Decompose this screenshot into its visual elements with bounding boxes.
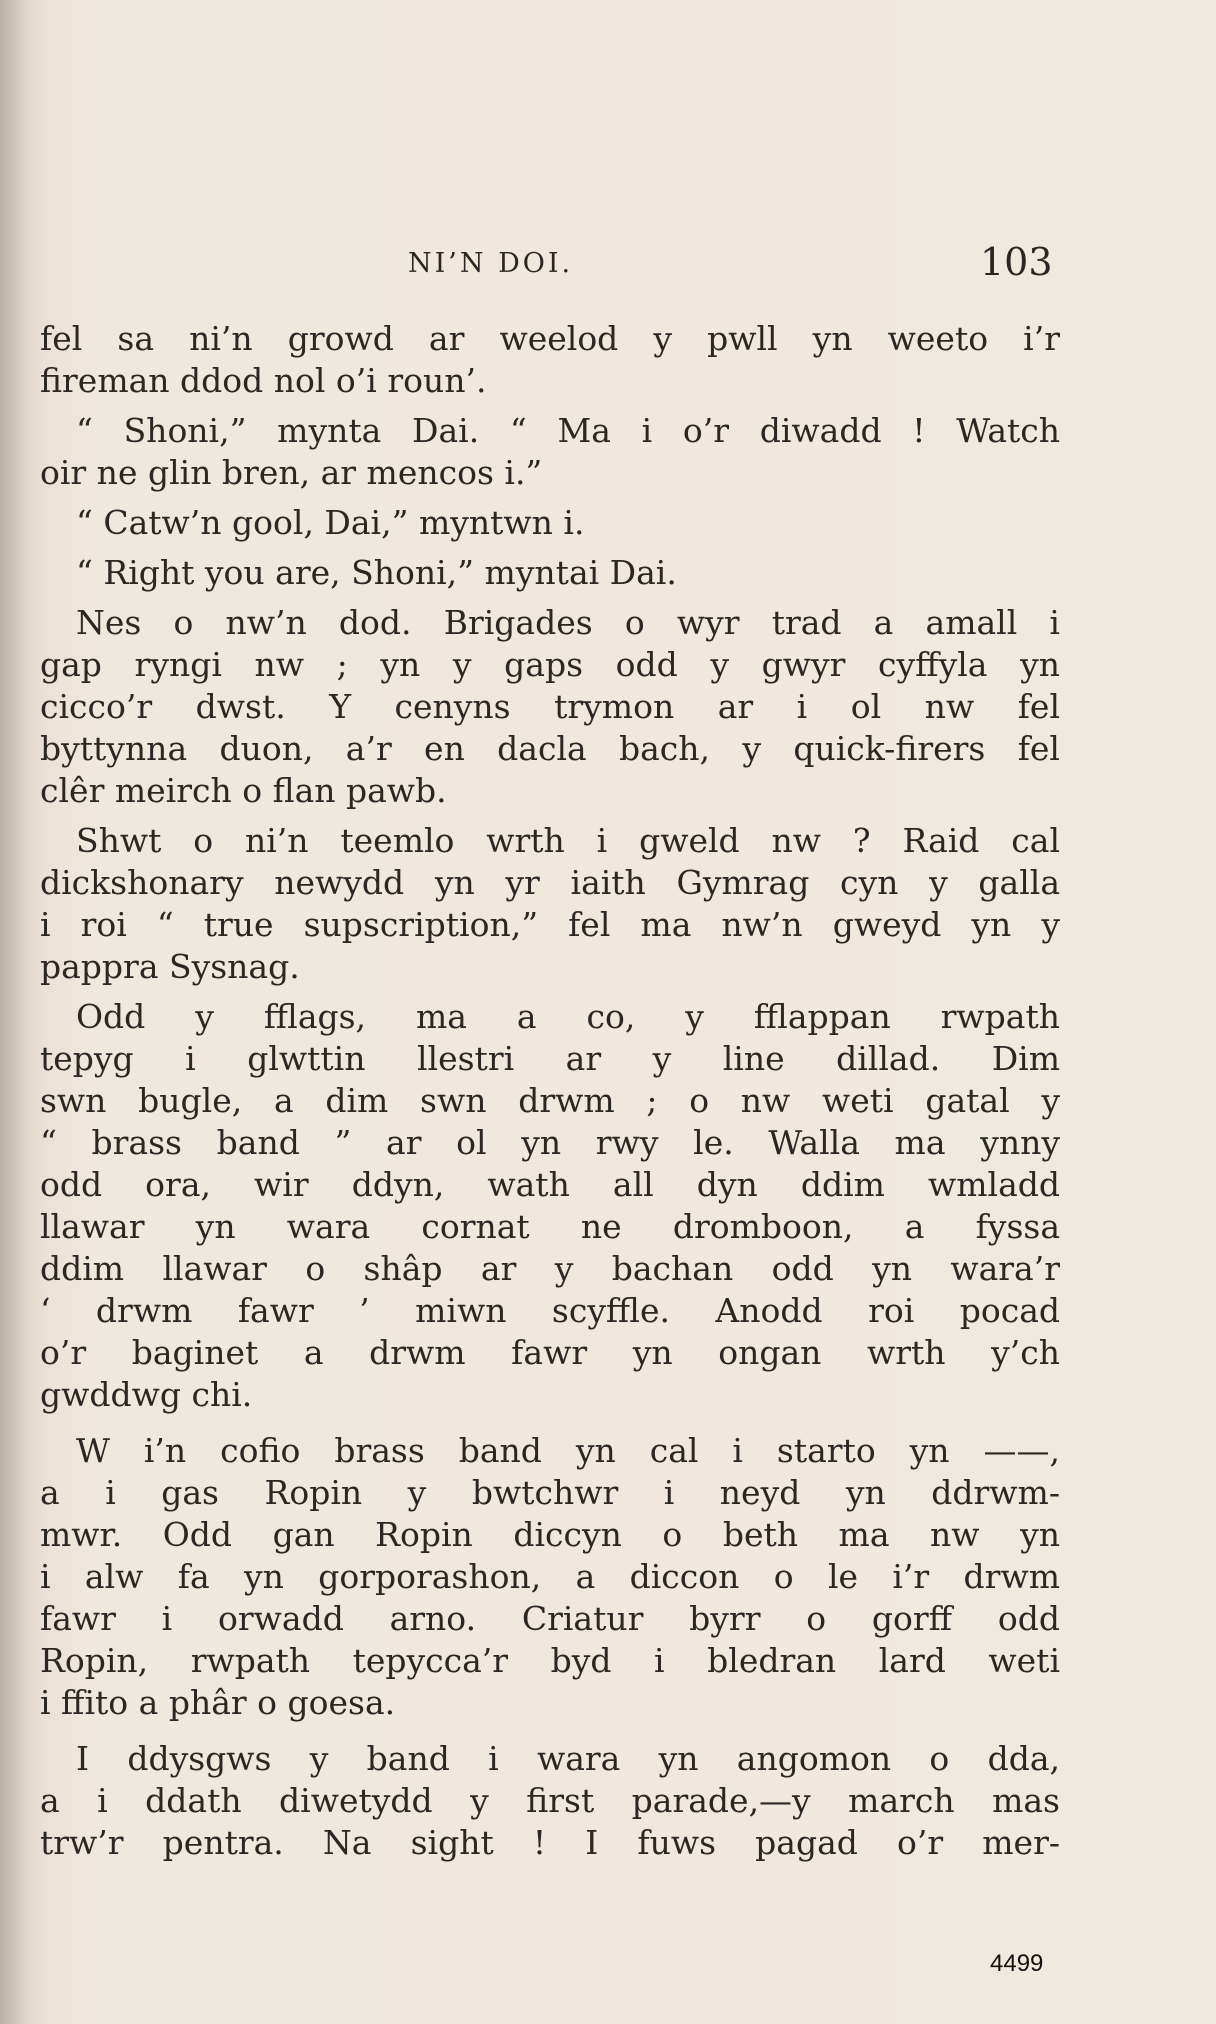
text-line: gwddwg chi.: [40, 1375, 253, 1414]
catalog-number: 4499: [990, 1950, 1044, 1977]
paragraph: [40, 996, 1060, 1416]
text-line: a i ddath diwetydd y first parade,—y march mas: [40, 1781, 1060, 1820]
text-line: a i gas Ropin y bwtchwr i neyd yn ddrwm-: [40, 1473, 1060, 1512]
text-line: clêr meirch o flan pawb.: [40, 771, 447, 810]
text-line: “ Shoni,” mynta Dai. “ Ma i o’r diwadd ! Watch: [76, 411, 1060, 450]
text-line: Nes o nw’n dod. Brigades o wyr trad a amall i: [76, 603, 1060, 642]
text-line: swn bugle, a dim swn drwm ; o nw weti gatal y: [40, 1081, 1060, 1120]
text-line: i alw fa yn gorporashon, a diccon o le i’r drwm: [40, 1557, 1060, 1596]
paragraph: [40, 410, 1060, 494]
paragraph: [40, 552, 1060, 594]
paragraph: [40, 502, 1060, 544]
paragraph: [40, 318, 1060, 402]
text-line: i ffito a phâr o goesa.: [40, 1683, 396, 1722]
text-line: Shwt o ni’n teemlo wrth i gweld nw ? Raid cal: [76, 821, 1060, 860]
text-line: i roi “ true supscription,” fel ma nw’n gweyd yn y: [40, 905, 1060, 944]
text-line: odd ora, wir ddyn, wath all dyn ddim wmladd: [40, 1165, 1060, 1204]
text-line: byttynna duon, a’r en dacla bach, y quick-firers fel: [40, 729, 1060, 768]
paragraph: [40, 820, 1060, 988]
text-line: llawar yn wara cornat ne dromboon, a fyssa: [40, 1207, 1060, 1246]
text-line: pappra Sysnag.: [40, 947, 300, 986]
paragraph: [40, 602, 1060, 812]
text-line: gap ryngi nw ; yn y gaps odd y gwyr cyffyla yn: [40, 645, 1060, 684]
text-line: tepyg i glwttin llestri ar y line dillad. Dim: [40, 1039, 1060, 1078]
text-line: I ddysgws y band i wara yn angomon o dda,: [76, 1739, 1060, 1778]
text-line: dickshonary newydd yn yr iaith Gymrag cyn y galla: [40, 863, 1060, 902]
paragraph: [40, 1738, 1060, 1864]
text-line: ddim llawar o shâp ar y bachan odd yn wara’r: [40, 1249, 1060, 1288]
text-line: “ Right you are, Shoni,” myntai Dai.: [76, 553, 677, 592]
text-line: o’r baginet a drwm fawr yn ongan wrth y’ch: [40, 1333, 1060, 1372]
paragraph: [40, 1430, 1060, 1724]
text-line: “ Catw’n gool, Dai,” myntwn i.: [76, 503, 585, 542]
text-line: cicco’r dwst. Y cenyns trymon ar i ol nw fel: [40, 687, 1060, 726]
page-body: [40, 318, 1060, 1872]
text-line: Odd y fflags, ma a co, y fflappan rwpath: [76, 997, 1060, 1036]
text-line: fel sa ni’n growd ar weelod y pwll yn weeto i’r: [40, 319, 1060, 358]
text-line: fireman ddod nol o’i roun’.: [40, 361, 487, 400]
text-line: W i’n cofio brass band yn cal i starto yn ——,: [76, 1431, 1060, 1470]
text-line: mwr. Odd gan Ropin diccyn o beth ma nw yn: [40, 1515, 1060, 1554]
text-line: trw’r pentra. Na sight ! I fuws pagad o’r mer-: [40, 1823, 1060, 1862]
page-number: 103: [980, 240, 1053, 284]
text-line: ‘ drwm fawr ’ miwn scyffle. Anodd roi pocad: [40, 1291, 1060, 1330]
running-head: NI’N DOI.: [408, 248, 574, 279]
page-header: [0, 240, 1216, 290]
text-line: fawr i orwadd arno. Criatur byrr o gorff odd: [40, 1599, 1060, 1638]
text-line: oir ne glin bren, ar mencos i.”: [40, 453, 543, 492]
text-line: Ropin, rwpath tepycca’r byd i bledran lard weti: [40, 1641, 1060, 1680]
page-gutter-shadow: [0, 0, 30, 2024]
text-line: “ brass band ” ar ol yn rwy le. Walla ma ynny: [40, 1123, 1060, 1162]
